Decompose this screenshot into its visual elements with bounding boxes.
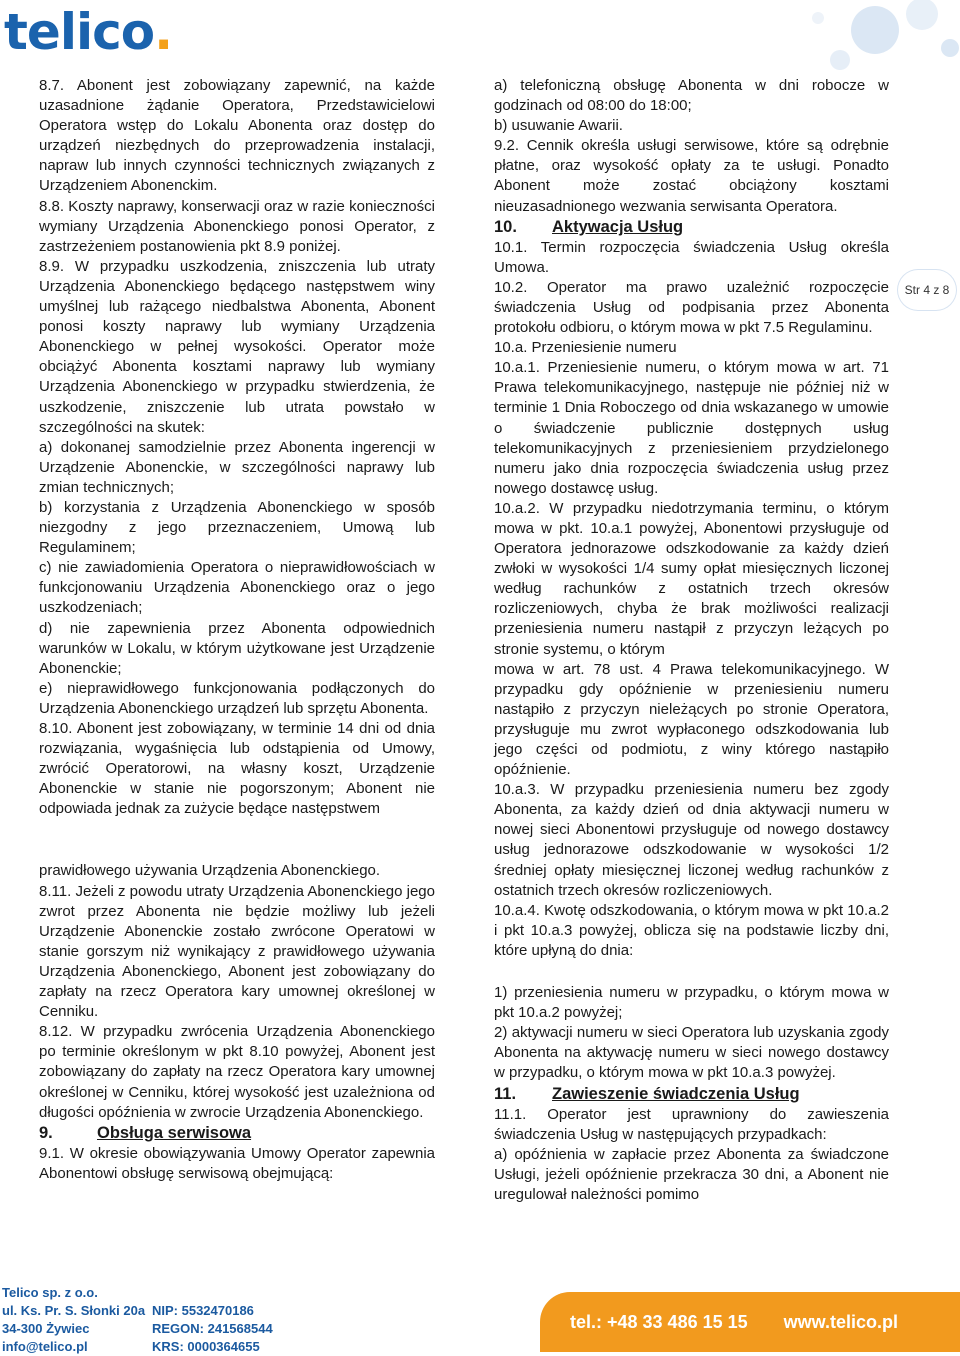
telico-logo: telico. (4, 3, 173, 61)
paragraph: 8.7. Abonent jest zobowiązany zapewnić, na każde uzasadnione żądanie Operatora, Przedstawicielowi Operatora wstęp do Lokalu Abonenta oraz dostęp do urządzeń niezbędnych do przeprowadzenia instalacji, napraw lub innych czynności technicznych związanych z Urządzeniem Abonenckim. (39, 77, 435, 195)
paragraph: 1) przeniesienia numeru w przypadku, o którym mowa w pkt 10.a.2 powyżej; (494, 984, 889, 1022)
footer-regon: REGON: 241568544 (152, 1321, 273, 1336)
paragraph: 10.a.3. W przypadku przeniesienia numeru bez zgody Abonenta, za każdy dzień od dnia aktywacji numeru w nowej sieci Abonentowi przysługuje od nowego dostawcy usług jednorazowe odszkodowanie w wysokości 1/2 średniej opłaty miesięcznej liczonej według rachunków z ostatnich trzech okresów rozliczeniowych. (494, 781, 889, 899)
section-heading: 11. Zawieszenie świadczenia Usług (494, 1084, 800, 1103)
paragraph: e) nieprawidłowego funkcjonowania podłączonych do Urządzenia Abonenckiego urządzeń lub sprzętu Abonenta. (39, 679, 435, 717)
paragraph: c) nie zawiadomienia Operatora o nieprawidłowościach w funkcjonowaniu Urządzenia Abonenckiego oraz o jego uszkodzeniach; (39, 559, 435, 617)
section-heading: 9. Obsługa serwisowa (39, 1123, 252, 1142)
paragraph: 8.11. Jeżeli z powodu utraty Urządzenia Abonenckiego jego zwrot przez Abonenta nie będzie możliwy lub jeżeli Urządzenie Abonenckie zostało zwrócone Operatowi w stanie gorszym niż wynikający z prawidłowego używania Urządzenia Abonenckiego, Abonent jest zobowiązany do zapłaty na rzecz Operatora kary umownej określonej w Cenniku. (39, 882, 435, 1021)
paragraph: 8.8. Koszty naprawy, konserwacji oraz w razie konieczności wymiany Urządzenia Abonenckiego ponosi Operator, z zastrzeżeniem postanowienia pkt 8.9 poniżej. (39, 197, 435, 255)
paragraph: b) korzystania z Urządzenia Abonenckiego w sposób niezgodny z jego przeznaczeniem, Umową lub Regulaminem; (39, 498, 435, 557)
left-column (39, 76, 435, 1184)
paragraph: a) opóźnienia w zapłacie przez Abonenta za świadczone Usługi, jeżeli opóźnienie przekracza 30 dni, a Abonent nie uregulował należności pomimo (494, 1145, 889, 1203)
page-number-badge: Str 4 z 8 (898, 270, 956, 310)
paragraph: 9.2. Cennik określa usługi serwisowe, które są odrębnie płatne, oraz wysokość opłaty za te usługi. Ponadto Abonent może zostać obciążony kosztami nieuzasadnionego wezwania serwisanta Operatora. (494, 137, 889, 215)
paragraph: a) dokonanej samodzielnie przez Abonenta ingerencji w Urządzenie Abonenckie, w szczególności naprawy lub zmian technicznych; (39, 438, 435, 496)
footer-company: Telico sp. z o.o. (2, 1285, 98, 1300)
paragraph: mowa w art. 78 ust. 4 Prawa telekomunikacyjnego. W przypadku gdy opóźnienie w przeniesieniu numeru nastąpiło z przyczyn nieleżących po stronie Operatora, przysługuje mu zwrot wypłaconego odszkodowania lub jego części od podmiotu, z winy którego nastąpiło opóźnienie. (494, 660, 889, 779)
paragraph: b) usuwanie Awarii. (494, 117, 623, 135)
footer-city: 34-300 Żywiec (2, 1321, 90, 1336)
paragraph: 2) aktywacji numeru w sieci Operatora lub uzyskania zgody Abonenta na aktywację numeru w sieci nowego dostawcy w przypadku, o którym mowa w pkt 10.a.3 powyżej. (494, 1024, 889, 1082)
footer-phone[interactable]: tel.: +48 33 486 15 15 (570, 1311, 748, 1332)
footer-email[interactable]: info@telico.pl (2, 1339, 88, 1354)
footer-contact-bar (540, 1292, 960, 1352)
right-column (494, 76, 889, 1205)
footer-krs: KRS: 0000364655 (152, 1339, 260, 1354)
paragraph: prawidłowego używania Urządzenia Abonenckiego. (39, 862, 381, 880)
footer-registry (152, 1302, 273, 1356)
footer-address (2, 1284, 145, 1356)
paragraph: 10.a.2. W przypadku niedotrzymania terminu, o którym mowa w pkt. 10.a.1 powyżej, Abonentowi przysługuje od Operatora jednorazowe odszkodowanie za każdy dzień zwłoki w wysokości 1/4 sumy opłat miesięcznych liczonej według rachunków z ostatnich trzech okresów rozliczeniowych, chyba że brak możliwości realizacji przeniesienia numeru nastąpił z przyczyn leżących po stronie systemu, o którym (494, 499, 889, 658)
paragraph: 9.1. W okresie obowiązywania Umowy Operator zapewnia Abonentowi obsługę serwisową obejmującą: (39, 1144, 435, 1182)
paragraph: 10.a.1. Przeniesienie numeru, o którym mowa w art. 71 Prawa telekomunikacyjnego, następuje nie później niż w terminie 1 Dnia Roboczego od dnia wskazanego w umowie o świadczenie publicznie dostępnych usług telekomunikacyjnych z przeniesieniem przydzielonego numeru jako dnia rozpoczęcia świadczenia usług przez nowego dostawcę usług. (494, 359, 889, 497)
footer-nip: NIP: 5532470186 (152, 1303, 254, 1318)
paragraph: 8.9. W przypadku uszkodzenia, zniszczenia lub utraty Urządzenia Abonenckiego będącego następstwem winy umyślnej lub rażącego niedbalstwa Abonenta, Abonent ponosi koszty naprawy lub wymiany Urządzenia Abonenckiego w pełnej wysokości. Operator może obciążyć Abonenta kosztami naprawy lub wymiany Urządzenia Abonenckiego w przypadku stwierdzenia, że uszkodzenie, zniszczenie lub utrata powstało w szczególności na skutek: (39, 257, 435, 436)
decorative-bubbles (700, 0, 960, 80)
paragraph: 10.a.4. Kwotę odszkodowania, o którym mowa w pkt 10.a.2 i pkt 10.a.3 powyżej, oblicza się na podstawie liczby dni, które upłyną do dnia: (494, 901, 889, 959)
footer-website[interactable]: www.telico.pl (783, 1311, 898, 1332)
paragraph: 11.1. Operator jest uprawniony do zawieszenia świadczenia Usług w następujących przypadkach: (494, 1105, 889, 1143)
paragraph: 10.2. Operator ma prawo uzależnić rozpoczęcie świadczenia Usług od podpisania przez Abonenta protokołu odbioru, o którym mowa w pkt 7.5 Regulaminu. (494, 278, 889, 337)
paragraph: d) nie zapewnienia przez Abonenta odpowiednich warunków w Lokalu, w którym użytkowane jest Urządzenie Abonenckie; (39, 619, 435, 677)
footer-street: ul. Ks. Pr. S. Słonki 20a (2, 1303, 146, 1318)
paragraph: 10.a. Przeniesienie numeru (494, 339, 677, 357)
section-heading: 10. Aktywacja Usług (494, 217, 684, 236)
paragraph: 10.1. Termin rozpoczęcia świadczenia Usług określa Umowa. (494, 238, 889, 276)
paragraph: 8.10. Abonent jest zobowiązany, w terminie 14 dni od dnia rozwiązania, wygaśnięcia lub odstąpienia od Umowy, zwrócić Operatorowi, na własny koszt, Urządzenie Abonenckie w stanie nie pogorszonym; Abonent nie odpowiada jednak za zużycie będące następstwem (39, 720, 435, 818)
paragraph: 8.12. W przypadku zwrócenia Urządzenia Abonenckiego po terminie określonym w pkt 8.10 powyżej, Abonent jest zobowiązany do zapłaty na rzecz Operatora kary umownej określonej w Cenniku, której wysokość jest uzależniona od długości opóźnienia w zwrocie Urządzenia Abonenckiego. (39, 1023, 435, 1121)
paragraph: a) telefoniczną obsługę Abonenta w dni robocze w godzinach od 08:00 do 18:00; (494, 77, 889, 115)
